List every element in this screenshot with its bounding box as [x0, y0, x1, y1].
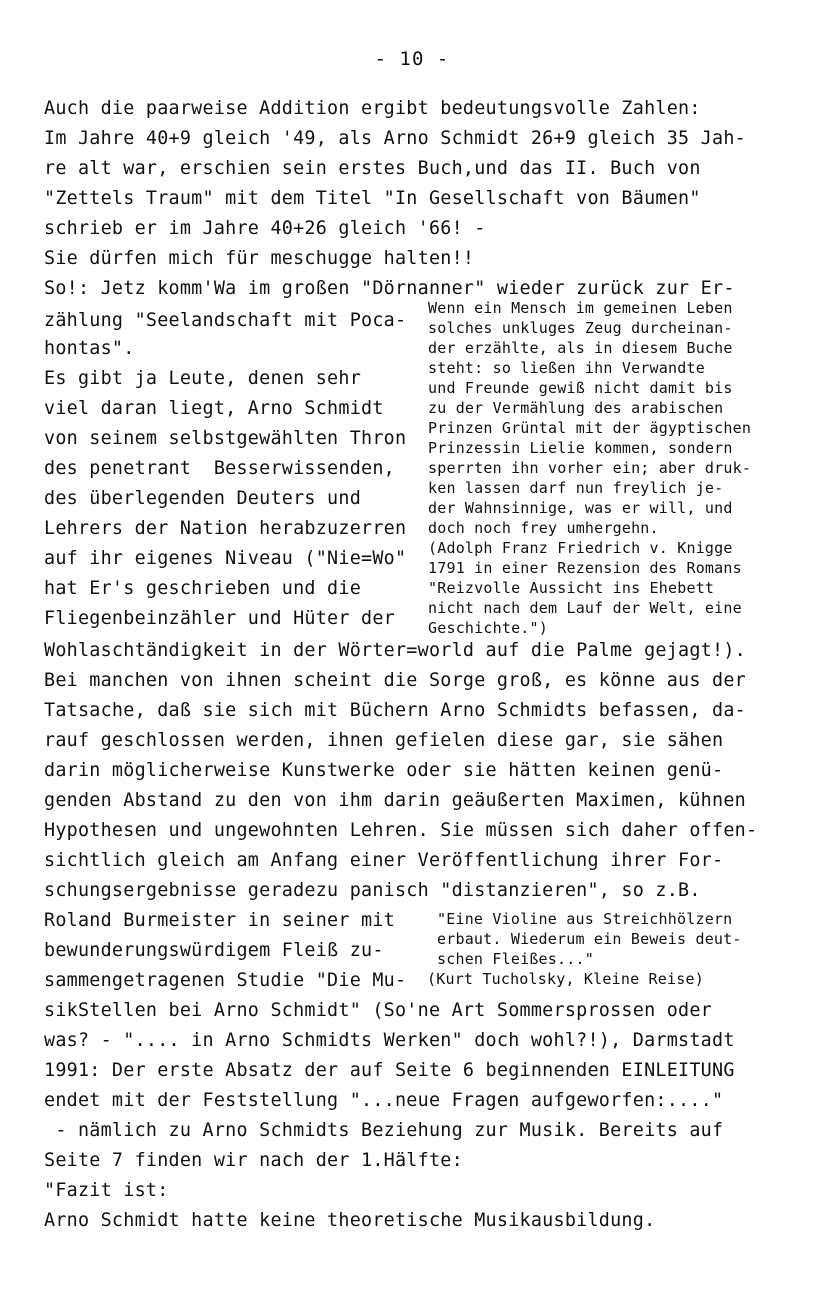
body-line: Es gibt ja Leute, denen sehr	[44, 368, 362, 389]
body-line: bewunderungswürdigem Fleiß zu-	[44, 940, 384, 961]
note-line: doch noch frey umhergehn.	[428, 519, 659, 537]
body-line: genden Abstand zu den von ihm darin geäußerten Maximen, kühnen	[44, 790, 746, 811]
note-line: nicht nach dem Lauf der Welt, eine	[428, 599, 742, 617]
note-line: (Adolph Franz Friedrich v. Knigge	[428, 539, 733, 557]
body-line: hontas".	[44, 338, 135, 359]
body-line: Auch die paarweise Addition ergibt bedeutungsvolle Zahlen:	[44, 98, 701, 119]
body-line: Fliegenbeinzähler und Hüter der	[44, 608, 395, 629]
body-line: sammengetragenen Studie "Die Mu-	[44, 970, 407, 991]
body-line: von seinem selbstgewählten Thron	[44, 428, 407, 449]
body-line: was? - ".... in Arno Schmidts Werken" doch wohl?!), Darmstadt	[44, 1030, 735, 1051]
body-line: Arno Schmidt hatte keine theoretische Musikausbildung.	[44, 1210, 656, 1231]
body-line: auf ihr eigenes Niveau ("Nie=Wo"	[44, 548, 407, 569]
note-line: schen Fleißes..."	[437, 950, 594, 968]
note-line: Wenn ein Mensch im gemeinen Leben	[428, 299, 733, 317]
body-line: Tatsache, daß sie sich mit Büchern Arno Schmidts befassen, da-	[44, 700, 746, 721]
body-line: So!: Jetz komm'Wa im großen "Dörnanner" wieder zurück zur Er-	[44, 278, 735, 299]
body-line: des penetrant Besserwissenden,	[44, 458, 395, 479]
note-line: Prinzessin Lielie kommen, sondern	[428, 439, 733, 457]
note-line: ken lassen darf nun freylich je-	[428, 479, 724, 497]
page-number: - 10 -	[374, 48, 450, 70]
note-line: der erzählte, als in diesem Buche	[428, 339, 733, 357]
note-line: Geschichte.")	[428, 619, 548, 637]
body-line: Hypothesen und ungewohnten Lehren. Sie müssen sich daher offen-	[44, 820, 758, 841]
quote-note-tucholsky	[427, 909, 742, 989]
body-line: rauf geschlossen werden, ihnen gefielen diese gar, sie sähen	[44, 730, 724, 751]
note-line: der Wahnsinnige, was er will, und	[428, 499, 733, 517]
body-line: Roland Burmeister in seiner mit	[44, 910, 395, 931]
note-line: (Kurt Tucholsky, Kleine Reise)	[427, 970, 704, 988]
body-line: 1991: Der erste Absatz der auf Seite 6 beginnenden EINLEITUNG	[44, 1060, 735, 1081]
body-line: sikStellen bei Arno Schmidt" (So'ne Art Sommersprossen oder	[44, 1000, 713, 1021]
note-line: steht: so ließen ihn Verwandte	[428, 359, 705, 377]
body-line: Sie dürfen mich für meschugge halten!!	[44, 248, 475, 269]
body-line: - nämlich zu Arno Schmidts Beziehung zur Musik. Bereits auf	[44, 1120, 724, 1141]
body-line: re alt war, erschien sein erstes Buch,und das II. Buch von	[44, 158, 701, 179]
body-line: Lehrers der Nation herabzuzerren	[44, 518, 407, 539]
body-line: viel daran liegt, Arno Schmidt	[44, 398, 384, 419]
note-line: solches unkluges Zeug durcheinan-	[428, 319, 733, 337]
body-line: zählung "Seelandschaft mit Poca-	[44, 310, 407, 331]
body-line: Wohlaschtändigkeit in der Wörter=world auf die Palme gejagt!).	[44, 640, 746, 661]
quote-note-knigge	[428, 298, 751, 638]
body-line: des überlegenden Deuters und	[44, 488, 362, 509]
body-line: Seite 7 finden wir nach der 1.Hälfte:	[44, 1150, 463, 1171]
body-line: schungsergebnisse geradezu panisch "distanzieren", so z.B.	[44, 880, 701, 901]
body-line: endet mit der Feststellung "...neue Fragen aufgeworfen:...."	[44, 1090, 724, 1111]
body-line: "Zettels Traum" mit dem Titel "In Gesellschaft von Bäumen"	[44, 188, 701, 209]
body-line: "Fazit ist:	[44, 1180, 169, 1201]
body-line: Im Jahre 40+9 gleich '49, als Arno Schmidt 26+9 gleich 35 Jah-	[44, 128, 746, 149]
note-line: 1791 in einer Rezension des Romans	[428, 559, 742, 577]
note-line: "Reizvolle Aussicht ins Ehebett	[428, 579, 715, 597]
body-line: schrieb er im Jahre 40+26 gleich '66! -	[44, 218, 486, 239]
body-line: Bei manchen von ihnen scheint die Sorge groß, es könne aus der	[44, 670, 746, 691]
note-line: "Eine Violine aus Streichhölzern	[437, 910, 733, 928]
body-line: sichtlich gleich am Anfang einer Veröffentlichung ihrer For-	[44, 850, 724, 871]
note-line: sperrten ihn vorher ein; aber druk-	[428, 459, 752, 477]
note-line: erbaut. Wiederum ein Beweis deut-	[437, 930, 742, 948]
note-line: zu der Vermählung des arabischen	[428, 399, 724, 417]
note-line: Prinzen Grüntal mit der ägyptischen	[428, 419, 752, 437]
note-line: und Freunde gewiß nicht damit bis	[428, 379, 733, 397]
body-line: darin möglicherweise Kunstwerke oder sie hätten keinen genü-	[44, 760, 724, 781]
body-line: hat Er's geschrieben und die	[44, 578, 362, 599]
